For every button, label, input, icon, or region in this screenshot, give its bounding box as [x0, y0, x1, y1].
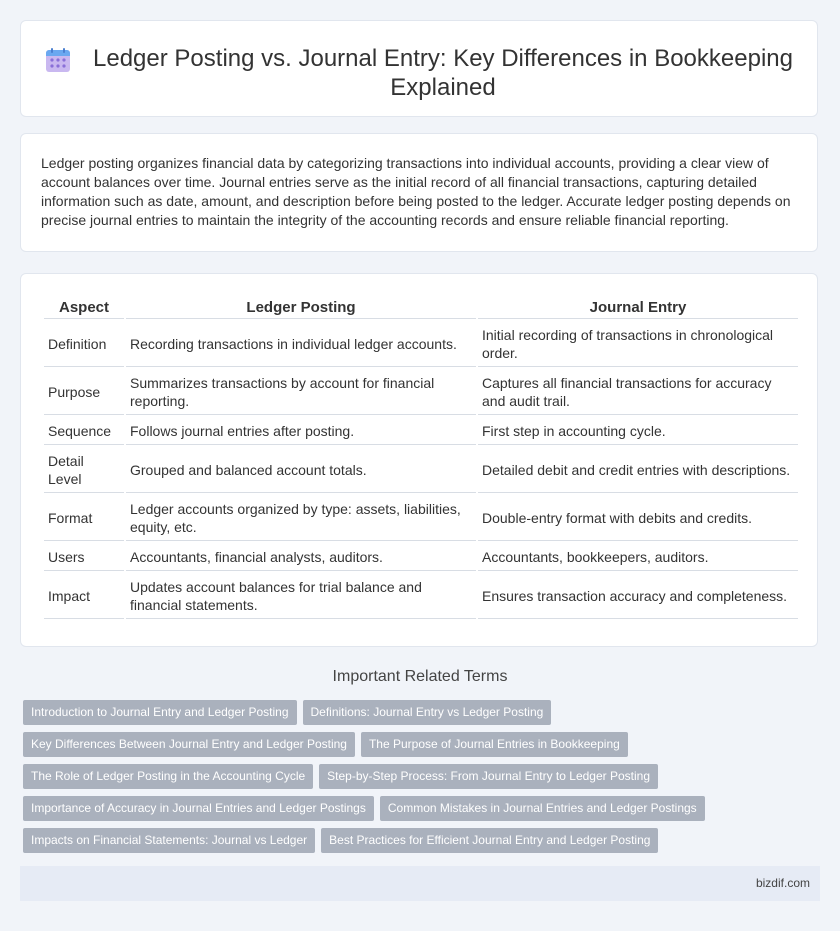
- footer: [20, 866, 820, 901]
- table-row: [44, 495, 798, 541]
- header-inner: [21, 21, 817, 102]
- related-term-link[interactable]: The Role of Ledger Posting in the Accounting Cycle: [23, 764, 313, 789]
- header-card: [20, 20, 818, 117]
- cell-aspect: Users: [44, 543, 124, 571]
- related-term-link[interactable]: Step-by-Step Process: From Journal Entry to Ledger Posting: [319, 764, 658, 789]
- related-terms-list: [23, 700, 823, 853]
- cell-ledger: Grouped and balanced account totals.: [126, 447, 476, 493]
- table-row: [44, 573, 798, 619]
- cell-aspect: Definition: [44, 321, 124, 367]
- cell-aspect: Detail Level: [44, 447, 124, 493]
- related-term-link[interactable]: Introduction to Journal Entry and Ledger Posting: [23, 700, 297, 725]
- table-row: [44, 543, 798, 571]
- related-terms-title: Important Related Terms: [332, 668, 508, 685]
- intro-card: [20, 133, 818, 252]
- header-ledger-posting: Ledger Posting: [126, 297, 476, 319]
- page-title: Ledger Posting vs. Journal Entry: Key Differences in Bookkeeping Explained: [93, 45, 793, 101]
- cell-journal: Initial recording of transactions in chronological order.: [478, 321, 798, 367]
- table-row: [44, 369, 798, 415]
- cell-aspect: Impact: [44, 573, 124, 619]
- header-aspect: Aspect: [44, 297, 124, 319]
- cell-aspect: Purpose: [44, 369, 124, 415]
- related-term-link[interactable]: Key Differences Between Journal Entry and Ledger Posting: [23, 732, 355, 757]
- table-row: [44, 321, 798, 367]
- related-term-link[interactable]: Impacts on Financial Statements: Journal vs Ledger: [23, 828, 315, 853]
- cell-aspect: Format: [44, 495, 124, 541]
- calendar-grid-icon: [45, 47, 71, 73]
- cell-aspect: Sequence: [44, 417, 124, 445]
- cell-journal: First step in accounting cycle.: [478, 417, 798, 445]
- cell-ledger: Follows journal entries after posting.: [126, 417, 476, 445]
- table-header-row: [44, 297, 798, 319]
- header-journal-entry: Journal Entry: [478, 297, 798, 319]
- comparison-table: [42, 295, 800, 621]
- related-term-link[interactable]: The Purpose of Journal Entries in Bookkeeping: [361, 732, 628, 757]
- cell-ledger: Ledger accounts organized by type: assets, liabilities, equity, etc.: [126, 495, 476, 541]
- site-name: bizdif.com: [755, 876, 810, 890]
- cell-journal: Detailed debit and credit entries with descriptions.: [478, 447, 798, 493]
- cell-journal: Ensures transaction accuracy and completeness.: [478, 573, 798, 619]
- cell-journal: Captures all financial transactions for accuracy and audit trail.: [478, 369, 798, 415]
- table-row: [44, 417, 798, 445]
- cell-journal: Accountants, bookkeepers, auditors.: [478, 543, 798, 571]
- related-term-link[interactable]: Best Practices for Efficient Journal Entry and Ledger Posting: [321, 828, 658, 853]
- cell-ledger: Summarizes transactions by account for financial reporting.: [126, 369, 476, 415]
- comparison-card: [20, 273, 818, 647]
- related-term-link[interactable]: Importance of Accuracy in Journal Entries and Ledger Postings: [23, 796, 374, 821]
- intro-paragraph: Ledger posting organizes financial data by categorizing transactions into individual accounts, providing a clear view of account balances over time. Journal entries serve as the initial record of all financial transactions, capturing detailed information such as date, amount, and description before being posted to the ledger. Accurate ledger posting depends on precise journal entries to maintain the integrity of the accounting records and ensure reliable financial reporting.: [41, 155, 791, 228]
- related-term-link[interactable]: Definitions: Journal Entry vs Ledger Posting: [303, 700, 552, 725]
- related-term-link[interactable]: Common Mistakes in Journal Entries and Ledger Postings: [380, 796, 705, 821]
- cell-journal: Double-entry format with debits and credits.: [478, 495, 798, 541]
- cell-ledger: Updates account balances for trial balance and financial statements.: [126, 573, 476, 619]
- cell-ledger: Accountants, financial analysts, auditors.: [126, 543, 476, 571]
- table-row: [44, 447, 798, 493]
- cell-ledger: Recording transactions in individual ledger accounts.: [126, 321, 476, 367]
